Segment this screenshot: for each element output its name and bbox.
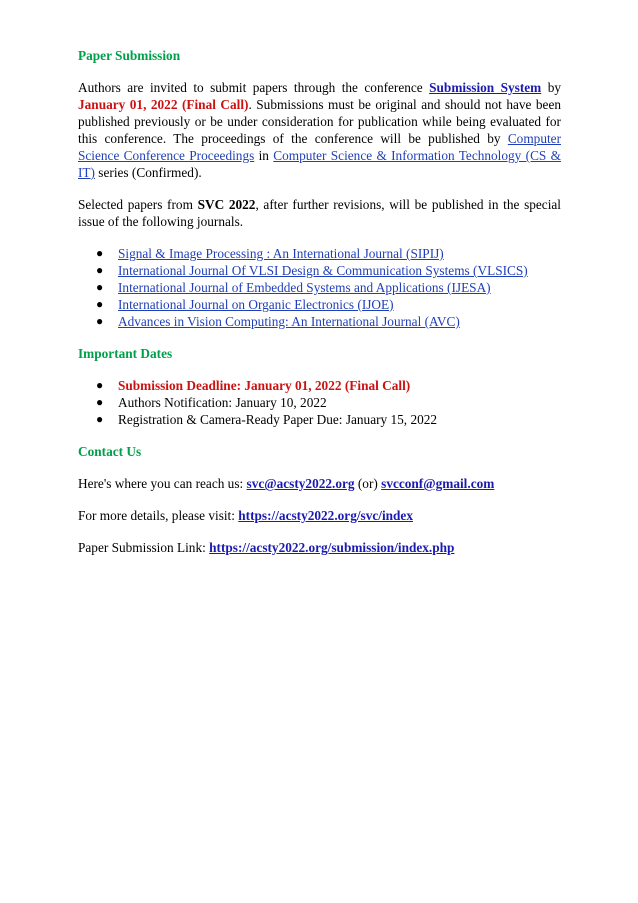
journal-link-ijoe[interactable]: International Journal on Organic Electronics (IJOE) xyxy=(118,297,394,312)
dates-list xyxy=(78,377,561,428)
list-item xyxy=(96,296,561,313)
text-run: Selected papers from xyxy=(78,197,198,212)
email-link-secondary[interactable]: svcconf@gmail.com xyxy=(381,476,495,491)
journal-link-sipij[interactable]: Signal & Image Processing : An International Journal (SIPIJ) xyxy=(118,246,444,261)
conference-name: SVC 2022 xyxy=(197,197,256,212)
camera-ready-date: Registration & Camera-Ready Paper Due: January 15, 2022 xyxy=(118,412,438,427)
email-link-primary[interactable]: svc@acsty2022.org xyxy=(246,476,355,491)
list-item xyxy=(96,262,561,279)
submission-deadline-date: Submission Deadline: January 01, 2022 (Final Call) xyxy=(118,378,411,393)
csit-link[interactable]: Computer Science & Information Technology (CS & IT) xyxy=(78,148,562,180)
text-run: Authors are invited to submit papers through the conference xyxy=(78,80,430,95)
contact-heading: Contact Us xyxy=(78,444,142,459)
text-run: in xyxy=(254,148,274,163)
submission-system-link[interactable]: Submission System xyxy=(429,80,542,95)
details-url-link[interactable]: https://acsty2022.org/svc/index xyxy=(238,508,413,523)
journals-list xyxy=(78,245,561,330)
list-item xyxy=(96,279,561,296)
contact-paragraph xyxy=(78,475,561,492)
submission-url-link[interactable]: https://acsty2022.org/submission/index.php xyxy=(209,540,455,555)
submission-link-paragraph xyxy=(78,539,561,556)
final-call-deadline: January 01, 2022 (Final Call) xyxy=(78,97,249,112)
list-item xyxy=(96,245,561,262)
list-item xyxy=(96,394,561,411)
notification-date: Authors Notification: January 10, 2022 xyxy=(118,395,327,410)
journal-link-ijesa[interactable]: International Journal of Embedded Systems and Applications (IJESA) xyxy=(118,280,491,295)
text-run: (or) xyxy=(354,476,382,491)
journal-link-avc[interactable]: Advances in Vision Computing: An International Journal (AVC) xyxy=(118,314,460,329)
bullet-icon: ● xyxy=(96,297,104,311)
text-run: Paper Submission Link: xyxy=(78,540,210,555)
list-item xyxy=(96,313,561,330)
bullet-icon: ● xyxy=(96,263,104,277)
bullet-icon: ● xyxy=(96,378,104,392)
text-run: Here's where you can reach us: xyxy=(78,476,247,491)
submission-paragraph xyxy=(78,79,561,181)
important-dates-heading: Important Dates xyxy=(78,346,173,361)
text-run: For more details, please visit: xyxy=(78,508,239,523)
text-run: , after further revisions, will be published in the special issue of the following journals. xyxy=(78,197,562,229)
details-paragraph xyxy=(78,507,561,524)
list-item xyxy=(96,411,561,428)
list-item xyxy=(96,377,561,394)
paper-submission-heading: Paper Submission xyxy=(78,48,181,63)
bullet-icon: ● xyxy=(96,395,104,409)
bullet-icon: ● xyxy=(96,246,104,260)
bullet-icon: ● xyxy=(96,412,104,426)
bullet-icon: ● xyxy=(96,280,104,294)
csc-proceedings-link[interactable]: Computer Science Conference Proceedings xyxy=(78,131,561,163)
text-run: . Submissions must be original and should not have been published previously or be under consideration for publication while being evaluated for this conference. The proceedings of the conference will be published by xyxy=(78,97,561,146)
text-run: series (Confirmed). xyxy=(94,165,202,180)
text-run: by xyxy=(541,80,561,95)
bullet-icon: ● xyxy=(96,314,104,328)
selected-papers-paragraph xyxy=(78,196,561,230)
journal-link-vlsics[interactable]: International Journal Of VLSI Design & Communication Systems (VLSICS) xyxy=(118,263,528,278)
